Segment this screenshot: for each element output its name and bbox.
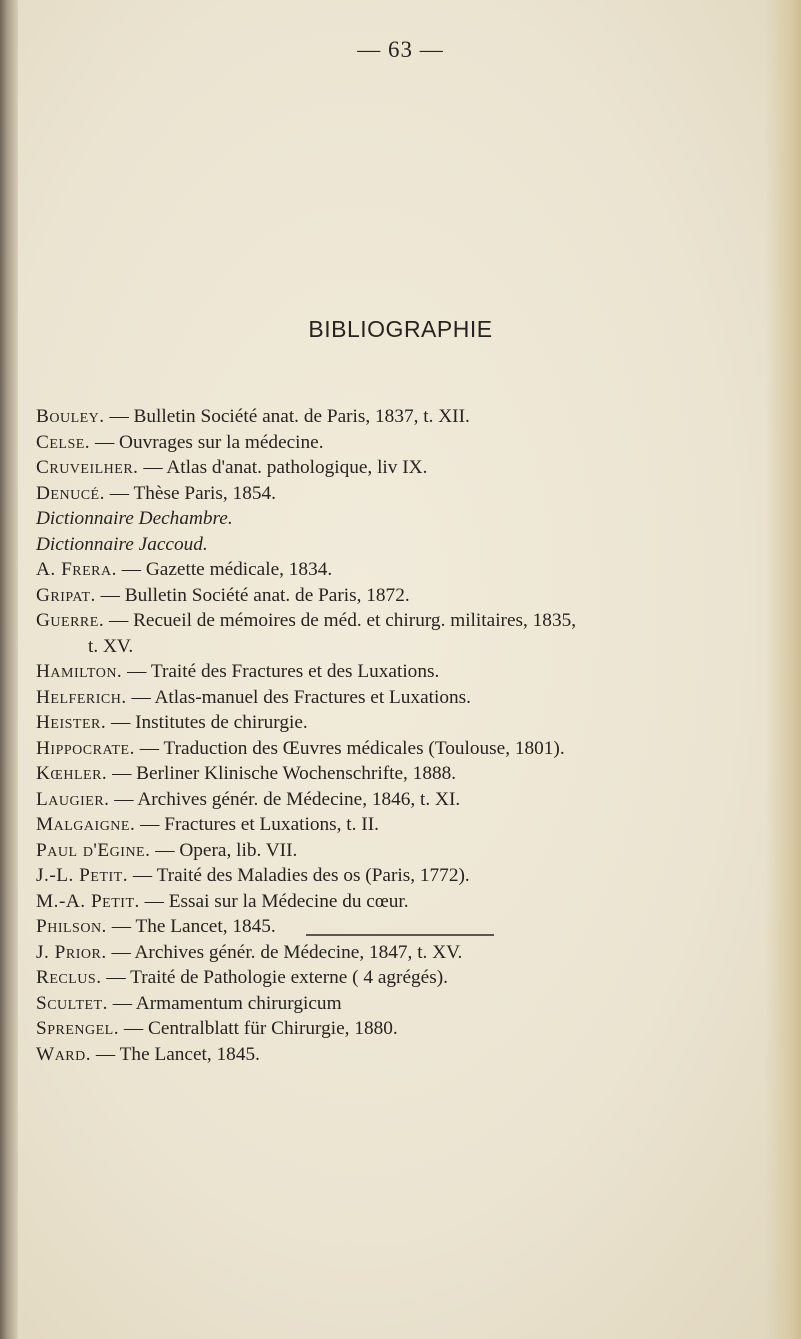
- entry-reference: — Archives génér. de Médecine, 1847, t. XV.: [106, 941, 463, 963]
- bibliography-entry: [36, 506, 786, 532]
- bibliography-entry: [36, 965, 786, 991]
- entry-reference: — The Lancet, 1845.: [91, 1043, 260, 1065]
- entry-reference: — Atlas-manuel des Fractures et Luxations.: [126, 686, 471, 708]
- entry-reference: — Traduction des Œuvres médicales (Toulouse, 1801).: [134, 737, 565, 759]
- bibliography-entry: [36, 557, 786, 583]
- entry-reference: — Archives génér. de Médecine, 1846, t. XI.: [109, 788, 461, 810]
- entry-author: Paul d'Egine.: [36, 839, 151, 861]
- entry-reference: — Recueil de mémoires de méd. et chirurg. militaires, 1835,: [104, 610, 577, 631]
- bibliography-entry: [36, 455, 786, 481]
- bibliography-entry: [36, 889, 786, 915]
- entry-author: M.-A. Petit.: [36, 890, 140, 912]
- entry-reference: — Opera, lib. VII.: [150, 839, 298, 861]
- bibliography-entry: [36, 736, 786, 762]
- entry-author: Gripat.: [36, 584, 96, 606]
- entry-reference: — Gazette médicale, 1834.: [116, 559, 333, 580]
- entry-reference: — Traité des Fractures et des Luxations.: [122, 661, 440, 682]
- entry-author: Malgaigne.: [36, 814, 136, 835]
- bibliography-entry: [36, 659, 786, 685]
- entry-author: J.-L. Petit.: [36, 865, 129, 886]
- bibliography-entry: [36, 761, 786, 787]
- entry-author: Laugier.: [36, 788, 110, 810]
- bibliography-entry: [36, 685, 786, 711]
- entry-reference: — Centralblatt für Chirurgie, 1880.: [119, 1018, 398, 1039]
- bibliography-entry: [36, 838, 786, 864]
- entry-author: Denucé.: [36, 482, 105, 504]
- entry-reference: — Institutes de chirurgie.: [106, 712, 308, 733]
- page-binding-shadow: [0, 0, 18, 1339]
- entry-reference: — Atlas d'anat. pathologique, liv IX.: [138, 457, 428, 478]
- entry-reference: — Bulletin Société anat. de Paris, 1837, t. XII.: [104, 406, 470, 427]
- page-title: BIBLIOGRAPHIE: [308, 316, 493, 342]
- bibliography-entry: [36, 940, 786, 966]
- entry-author: Guerre.: [36, 610, 105, 631]
- bibliography-list: [36, 404, 786, 1067]
- entry-reference: — Traité des Maladies des os (Paris, 1772).: [128, 865, 470, 886]
- end-rule-divider: [306, 934, 494, 936]
- entry-author: Philson.: [36, 916, 107, 937]
- entry-reference: — Thèse Paris, 1854.: [104, 482, 276, 504]
- entry-reference: — Berliner Klinische Wochenschrifte, 1888.: [107, 763, 457, 784]
- entry-reference: — The Lancet, 1845.: [106, 916, 276, 937]
- bibliography-entry: [36, 1016, 786, 1042]
- entry-author: Kœhler.: [36, 763, 108, 784]
- entry-reference: — Bulletin Société anat. de Paris, 1872.: [95, 584, 410, 606]
- entry-author: Scultet.: [36, 992, 108, 1014]
- entry-continuation: t. XV.: [88, 635, 134, 657]
- entry-author: Hippocrate.: [36, 737, 135, 759]
- entry-author: J. Prior.: [36, 941, 107, 963]
- bibliography-entry: [36, 710, 786, 736]
- entry-author: Reclus.: [36, 967, 102, 988]
- entry-author: Cruveilher.: [36, 457, 139, 478]
- bibliography-entry: [36, 532, 786, 558]
- bibliography-entry: [36, 991, 786, 1017]
- entry-reference: — Armamentum chirurgicum: [107, 992, 342, 1014]
- entry-author: Heister.: [36, 712, 107, 733]
- bibliography-entry: [36, 404, 786, 430]
- entry-italic-title: Dictionnaire Dechambre.: [36, 508, 233, 529]
- entry-reference: — Ouvrages sur la médecine.: [90, 431, 324, 453]
- entry-italic-title: Dictionnaire Jaccoud.: [36, 533, 208, 555]
- bibliography-entry: [36, 812, 786, 838]
- entry-author: Celse.: [36, 431, 91, 453]
- entry-reference: — Essai sur la Médecine du cœur.: [139, 890, 409, 912]
- entry-author: Hamilton.: [36, 661, 123, 682]
- bibliography-entry: [36, 481, 786, 507]
- bibliography-entry: [36, 1042, 786, 1068]
- bibliography-entry: [36, 863, 786, 889]
- entry-author: Ward.: [36, 1043, 92, 1065]
- entry-author: A. Frera.: [36, 559, 117, 580]
- entry-author: Sprengel.: [36, 1018, 120, 1039]
- entry-author: Helferich.: [36, 686, 127, 708]
- page-number: — 63 —: [357, 37, 444, 62]
- bibliography-entry: [36, 430, 786, 456]
- bibliography-entry: [36, 608, 786, 659]
- entry-reference: — Fractures et Luxations, t. II.: [135, 814, 379, 835]
- entry-author: Bouley.: [36, 406, 105, 427]
- bibliography-entry: [36, 583, 786, 609]
- entry-reference: — Traité de Pathologie externe ( 4 agrégés).: [101, 967, 448, 988]
- bibliography-entry: [36, 787, 786, 813]
